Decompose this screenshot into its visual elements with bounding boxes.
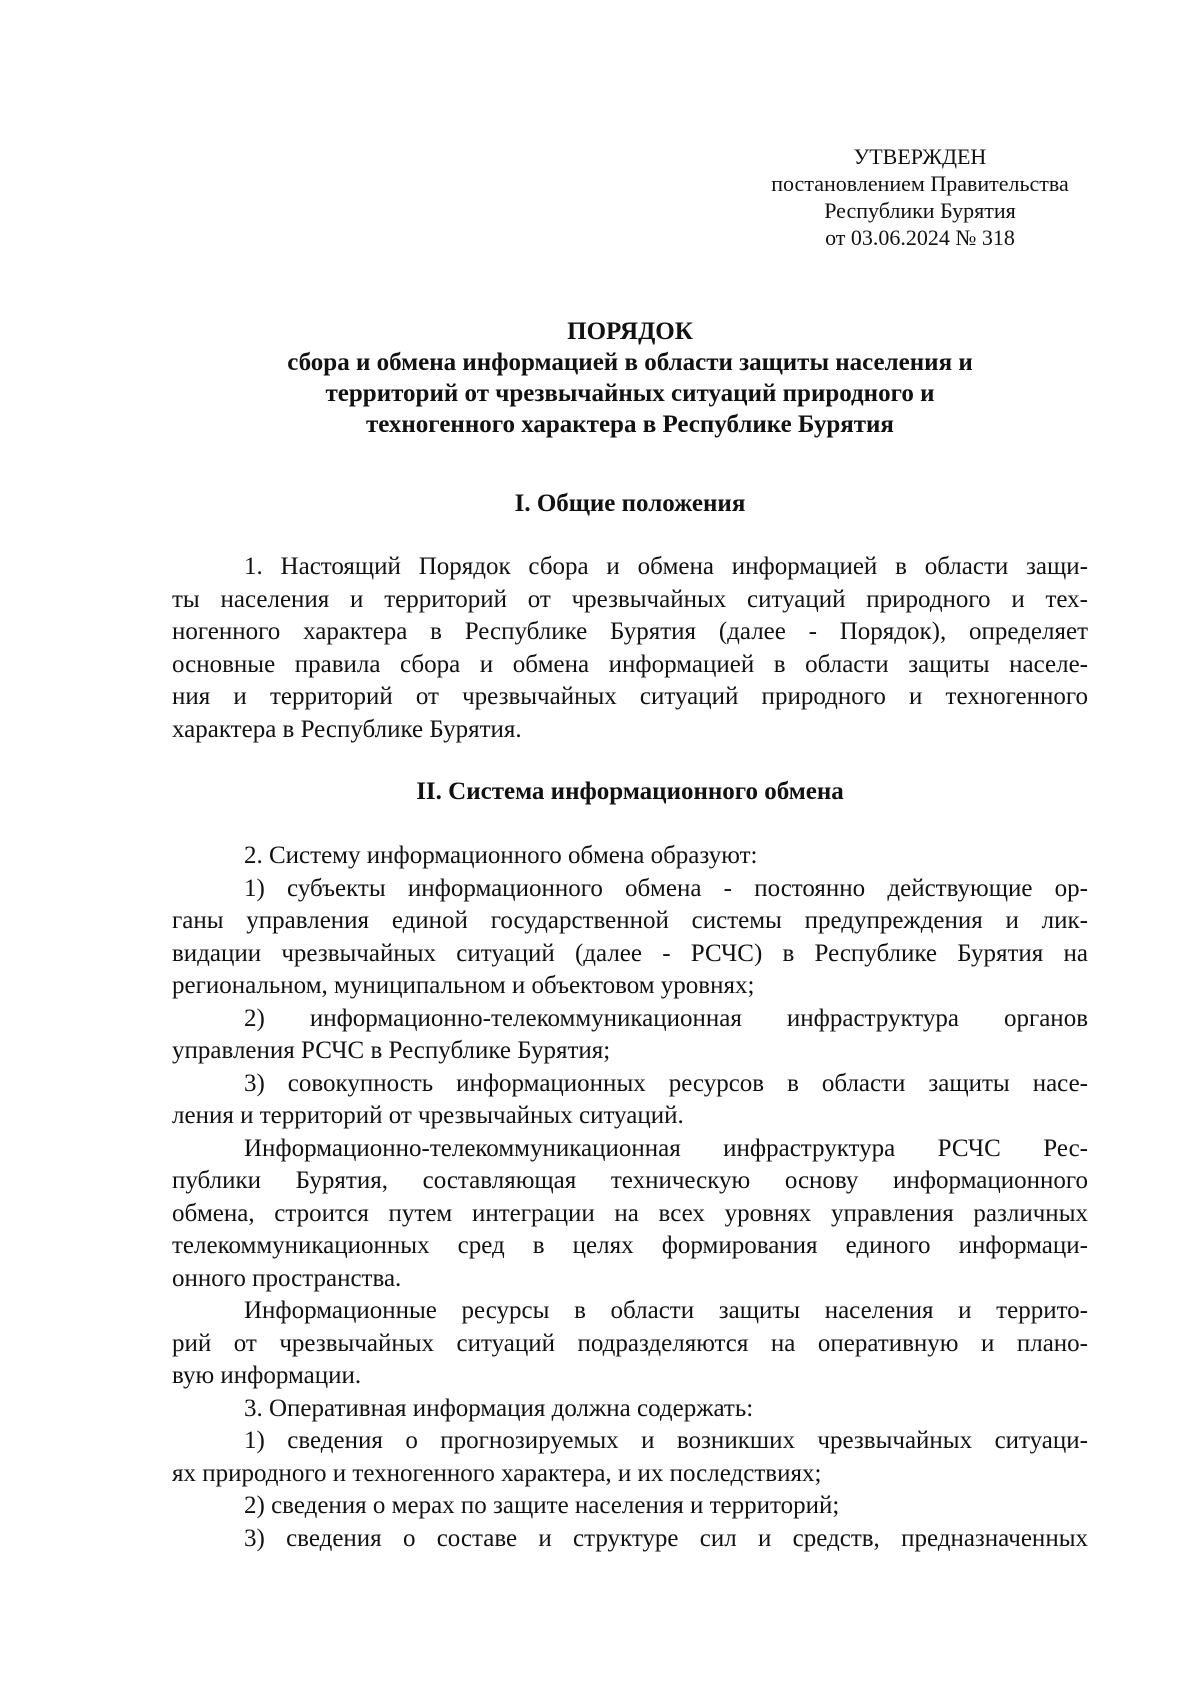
text-line: Информационно-телекоммуникационная инфраструктура РСЧС Рес- — [244, 1134, 1088, 1162]
text-line: телекоммуникационных сред в целях формирования единого информаци- — [172, 1232, 1088, 1259]
approval-region: Республики Бурятия — [824, 198, 1016, 223]
text-line: ты населения и территорий от чрезвычайных ситуаций природного и тех- — [172, 585, 1088, 613]
title-main: ПОРЯДОК — [567, 318, 693, 345]
text-line: 3. Оперативная информация должна содержать: — [244, 1394, 754, 1422]
text-line: ганы управления единой государственной системы предупреждения и лик- — [172, 907, 1088, 934]
text-line: ногенного характера в Республике Бурятия (далее - Порядок), определяет — [172, 618, 1088, 645]
text-line: ления и территорий от чрезвычайных ситуаций. — [172, 1102, 684, 1129]
section-info-exchange-body — [172, 840, 1088, 1555]
text-line: 2) сведения о мерах по защите населения и территорий; — [244, 1492, 840, 1519]
approval-authority: постановлением Правительства — [771, 171, 1069, 196]
title-subtitle-line: техногенного характера в Республике Бурятия — [366, 411, 894, 438]
text-line: рий от чрезвычайных ситуаций подразделяются на оперативную и плано- — [172, 1329, 1088, 1357]
text-line: вую информации. — [172, 1362, 362, 1389]
text-line: видации чрезвычайных ситуаций (далее - РСЧС) в Республике Бурятия на — [172, 939, 1088, 967]
text-line: региональном, муниципальном и объектовом уровнях; — [172, 972, 755, 999]
section-heading-general: I. Общие положения — [514, 490, 746, 517]
title-subtitle-line: территорий от чрезвычайных ситуаций природного и — [325, 380, 935, 407]
text-line: управления РСЧС в Республике Бурятия; — [172, 1037, 611, 1064]
text-line: 3) сведения о составе и структуре сил и средств, предназначенных — [244, 1524, 1088, 1552]
section-heading-info-exchange: II. Система информационного обмена — [416, 778, 844, 805]
text-line: характера в Республике Бурятия. — [172, 715, 522, 743]
section-general-paragraph — [172, 551, 1088, 746]
approval-stamp — [740, 143, 1100, 251]
text-line: 2) информационно-телекоммуникационная инфраструктура органов — [244, 1004, 1088, 1032]
document-title — [170, 316, 1090, 440]
text-line: 1. Настоящий Порядок сбора и обмена информацией в области защи- — [244, 553, 1088, 580]
text-line: 3) совокупность информационных ресурсов в области защиты насе- — [244, 1069, 1088, 1097]
text-line: ях природного и техногенного характера, и их последствиях; — [172, 1459, 822, 1487]
text-line: обмена, строится путем интеграции на всех уровнях управления различных — [172, 1199, 1088, 1227]
text-line: Информационные ресурсы в области защиты населения и террито- — [244, 1297, 1088, 1324]
title-subtitle-line: сбора и обмена информацией в области защиты населения и — [287, 349, 973, 376]
text-line: 2. Систему информационного обмена образуют: — [244, 842, 758, 869]
text-line: публики Бурятия, составляющая техническую основу информационного — [172, 1167, 1088, 1194]
text-line: основные правила сбора и обмена информацией в области защиты населе- — [172, 650, 1088, 678]
text-line: онного пространства. — [172, 1264, 402, 1292]
approval-status: УТВЕРЖДЕН — [853, 144, 987, 169]
text-line: 1) субъекты информационного обмена - постоянно действующие ор- — [244, 874, 1088, 902]
text-line: ния и территорий от чрезвычайных ситуаций природного и техногенного — [172, 683, 1088, 710]
text-line: 1) сведения о прогнозируемых и возникших чрезвычайных ситуаци- — [244, 1427, 1088, 1454]
approval-date-number: от 03.06.2024 № 318 — [825, 225, 1015, 250]
